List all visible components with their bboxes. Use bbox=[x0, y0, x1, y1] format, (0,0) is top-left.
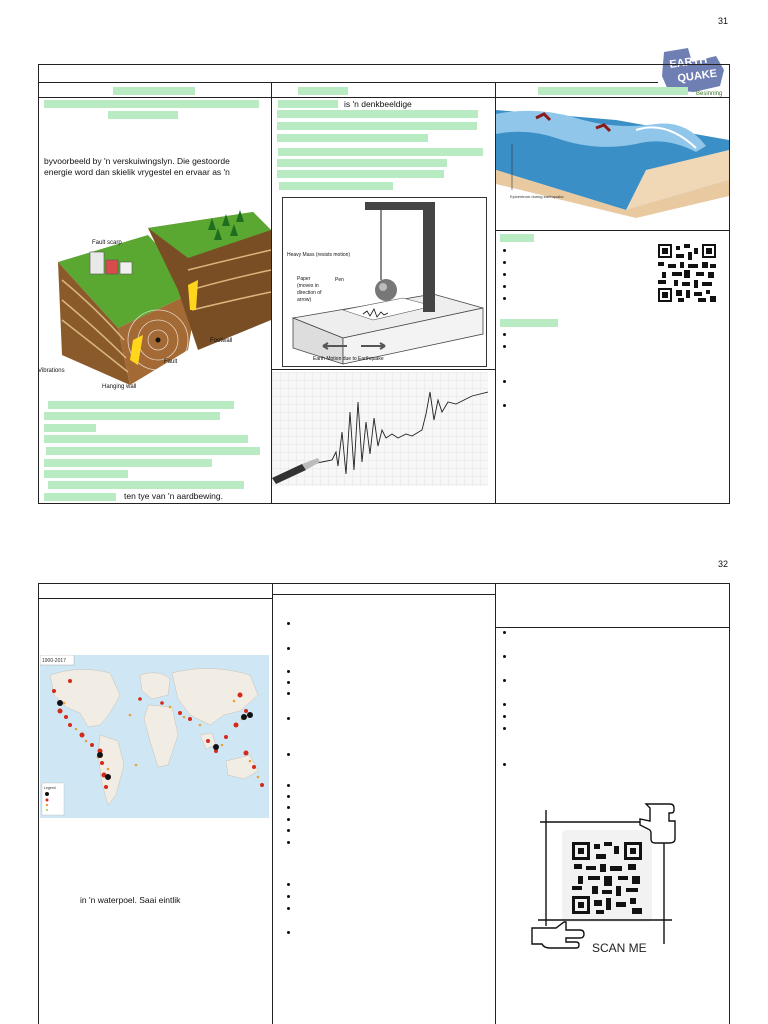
page-number: 32 bbox=[718, 559, 729, 569]
svg-text:direction of: direction of bbox=[297, 290, 322, 296]
seismogram-image bbox=[272, 372, 488, 486]
svg-text:Hanging wall: Hanging wall bbox=[102, 384, 137, 390]
svg-text:Pen: Pen bbox=[335, 277, 344, 283]
qr-code[interactable] bbox=[658, 244, 716, 302]
seismograph-diagram bbox=[282, 197, 487, 367]
svg-text:Footwall: Footwall bbox=[210, 338, 233, 344]
svg-text:Besinning: Besinning bbox=[696, 91, 723, 97]
svg-text:Vibrations: Vibrations bbox=[38, 368, 65, 374]
svg-text:Legend: Legend bbox=[44, 786, 56, 790]
col1-paragraph-line2: energie word dan skielik vrygestel en ervaar as 'n bbox=[44, 167, 230, 177]
page-number: 31 bbox=[718, 16, 729, 26]
svg-text:Fault scarp: Fault scarp bbox=[92, 240, 122, 246]
svg-text:1900-2017: 1900-2017 bbox=[42, 658, 66, 664]
svg-text:Earth Motion due to Earthquake: Earth Motion due to Earthquake bbox=[313, 356, 384, 362]
svg-text:(moves in: (moves in bbox=[297, 283, 319, 289]
svg-text:SCAN ME: SCAN ME bbox=[592, 941, 647, 955]
svg-text:EARTH: EARTH bbox=[668, 53, 708, 71]
fault-block-diagram bbox=[38, 200, 272, 400]
col2-heading bbox=[298, 87, 348, 95]
col1-heading bbox=[113, 87, 195, 95]
scan-me-graphic[interactable] bbox=[526, 800, 686, 960]
svg-text:Heavy Mass (resists motion): Heavy Mass (resists motion) bbox=[287, 252, 351, 258]
svg-text:arrow): arrow) bbox=[297, 297, 312, 303]
tsunami-diagram bbox=[496, 100, 729, 220]
col2-snippet: is 'n denkbeeldige bbox=[344, 99, 412, 109]
svg-text:Fault: Fault bbox=[164, 359, 178, 365]
earthquake-world-map bbox=[40, 655, 269, 818]
col3-heading bbox=[538, 87, 688, 95]
svg-text:QUAKE: QUAKE bbox=[676, 67, 718, 85]
col1-text-page32: in 'n waterpoel. Saai eintlik bbox=[80, 895, 181, 905]
col1-paragraph-line1: byvoorbeeld by 'n verskuiwingslyn. Die gestoorde bbox=[44, 156, 230, 166]
col1-bottom-text: ten tye van 'n aardbewing. bbox=[124, 491, 223, 501]
svg-text:Paper: Paper bbox=[297, 276, 311, 282]
svg-text:Epicentrum during earthquake: Epicentrum during earthquake bbox=[510, 194, 564, 199]
